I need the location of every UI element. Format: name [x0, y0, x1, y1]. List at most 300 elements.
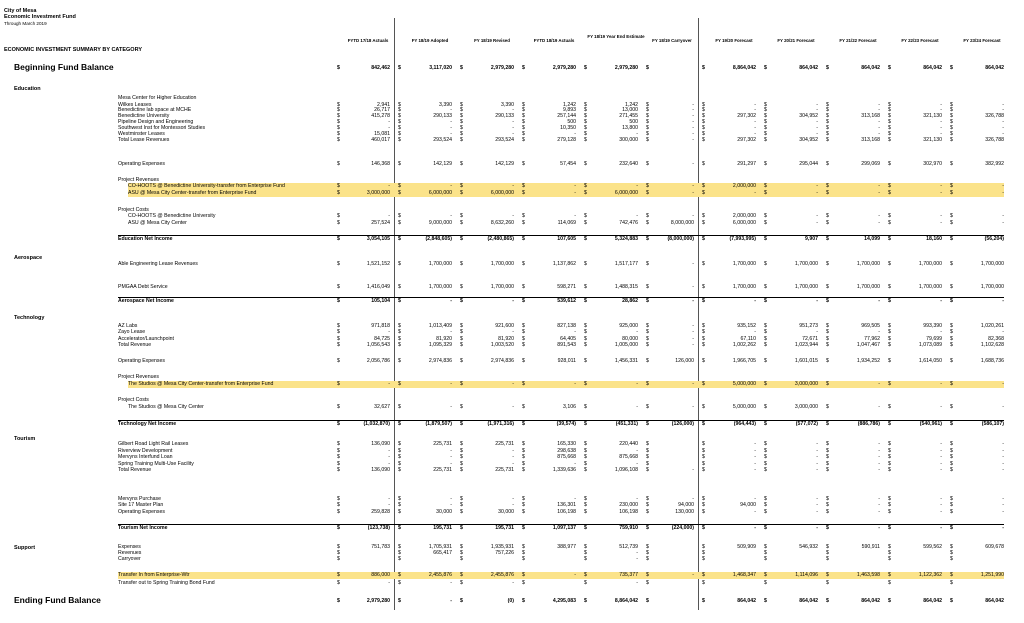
- dollar-sign: $: [460, 461, 463, 467]
- dollar-sign: $: [460, 381, 463, 387]
- dollar-sign: $: [950, 572, 953, 578]
- value-cell: -: [754, 525, 756, 531]
- value-cell: 9,907: [805, 236, 818, 242]
- dollar-sign: $: [888, 441, 891, 447]
- dollar-sign: $: [888, 161, 891, 167]
- value-cell: 293,524: [433, 137, 452, 143]
- value-cell: -: [388, 580, 390, 586]
- dollar-sign: $: [950, 131, 953, 137]
- value-cell: -: [754, 107, 756, 113]
- table-row: [0, 284, 1024, 291]
- value-cell: (39,574): [556, 421, 576, 427]
- dollar-sign: $: [460, 236, 463, 242]
- value-cell: 1,020,261: [980, 323, 1004, 329]
- row-label: Zayo Lease: [118, 329, 146, 335]
- value-cell: (123,738): [367, 525, 390, 531]
- value-cell: -: [450, 448, 452, 454]
- dollar-sign: $: [764, 544, 767, 550]
- dollar-sign: $: [584, 284, 587, 290]
- value-cell: -: [1002, 125, 1004, 131]
- value-cell: 546,932: [799, 544, 818, 550]
- dollar-sign: $: [584, 220, 587, 226]
- value-cell: -: [636, 556, 638, 562]
- value-cell: -: [692, 161, 694, 167]
- dollar-sign: $: [460, 550, 463, 556]
- dollar-sign: $: [950, 298, 953, 304]
- value-cell: 67,110: [740, 336, 756, 342]
- value-cell: -: [1002, 190, 1004, 196]
- dollar-sign: $: [337, 236, 340, 242]
- value-cell: -: [1002, 119, 1004, 125]
- dollar-sign: $: [522, 284, 525, 290]
- dollar-sign: $: [522, 550, 525, 556]
- dollar-sign: $: [646, 113, 649, 119]
- value-cell: 1,456,331: [614, 358, 638, 364]
- dollar-sign: $: [646, 284, 649, 290]
- row-label: The Studios @ Mesa City Center: [128, 404, 204, 410]
- row-label: Mesa Center for Higher Education: [118, 95, 197, 101]
- dollar-sign: $: [337, 113, 340, 119]
- value-cell: -: [878, 525, 880, 531]
- value-cell: 1,700,000: [732, 261, 756, 267]
- value-cell: 3,390: [501, 102, 514, 108]
- dollar-sign: $: [522, 131, 525, 137]
- dollar-sign: $: [460, 448, 463, 454]
- value-cell: 2,979,280: [366, 598, 390, 604]
- value-cell: -: [574, 329, 576, 335]
- dollar-sign: $: [950, 421, 953, 427]
- value-cell: 326,788: [985, 113, 1004, 119]
- dollar-sign: $: [584, 261, 587, 267]
- dollar-sign: $: [460, 119, 463, 125]
- dollar-sign: $: [584, 65, 587, 71]
- value-cell: 13,800: [622, 125, 638, 131]
- table-row: [0, 220, 1024, 227]
- dollar-sign: $: [337, 441, 340, 447]
- row-label: Total Revenue: [118, 467, 152, 473]
- dollar-sign: $: [702, 598, 705, 604]
- dollar-sign: $: [398, 137, 401, 143]
- row-label: Tourism Net Income: [118, 525, 168, 531]
- dollar-sign: $: [950, 544, 953, 550]
- dollar-sign: $: [702, 213, 705, 219]
- dollar-sign: $: [702, 421, 705, 427]
- dollar-sign: $: [646, 236, 649, 242]
- dollar-sign: $: [337, 329, 340, 335]
- value-cell: -: [692, 137, 694, 143]
- value-cell: 28,862: [622, 298, 638, 304]
- dollar-sign: $: [398, 131, 401, 137]
- value-cell: 225,731: [495, 441, 514, 447]
- value-cell: 126,000: [675, 358, 694, 364]
- value-cell: -: [692, 381, 694, 387]
- value-cell: 106,198: [619, 509, 638, 515]
- value-cell: 18,160: [926, 236, 942, 242]
- row-label: Gilbert Road Light Rail Leases: [118, 441, 189, 447]
- table-row: [0, 381, 1024, 388]
- dollar-sign: $: [888, 107, 891, 113]
- row-label: Project Costs: [118, 397, 149, 403]
- dollar-sign: $: [460, 336, 463, 342]
- dollar-sign: $: [460, 342, 463, 348]
- dollar-sign: $: [702, 190, 705, 196]
- value-cell: 969,505: [861, 323, 880, 329]
- column-header: FY 20/21 Forecast: [777, 38, 815, 43]
- value-cell: 271,455: [619, 113, 638, 119]
- value-cell: -: [450, 107, 452, 113]
- dollar-sign: $: [522, 525, 525, 531]
- dollar-sign: $: [337, 496, 340, 502]
- dollar-sign: $: [584, 496, 587, 502]
- value-cell: -: [1002, 404, 1004, 410]
- dollar-sign: $: [522, 509, 525, 515]
- value-cell: -: [816, 467, 818, 473]
- value-cell: 3,000,000: [794, 404, 818, 410]
- dollar-sign: $: [646, 421, 649, 427]
- value-cell: -: [574, 461, 576, 467]
- dollar-sign: $: [584, 329, 587, 335]
- dollar-sign: $: [702, 467, 705, 473]
- value-cell: 539,612: [557, 298, 576, 304]
- value-cell: -: [878, 183, 880, 189]
- value-cell: -: [878, 119, 880, 125]
- value-cell: 81,920: [436, 336, 452, 342]
- dollar-sign: $: [888, 448, 891, 454]
- value-cell: -: [1002, 183, 1004, 189]
- value-cell: 1,934,252: [856, 358, 880, 364]
- dollar-sign: $: [584, 323, 587, 329]
- value-cell: 886,000: [371, 572, 390, 578]
- dollar-sign: $: [826, 580, 829, 586]
- value-cell: 864,042: [799, 598, 818, 604]
- table-row: [0, 454, 1024, 461]
- table-row: [0, 397, 1024, 404]
- dollar-sign: $: [826, 323, 829, 329]
- dollar-sign: $: [950, 598, 953, 604]
- value-cell: -: [878, 381, 880, 387]
- dollar-sign: $: [337, 502, 340, 508]
- value-cell: 864,042: [985, 65, 1004, 71]
- dollar-sign: $: [888, 125, 891, 131]
- dollar-sign: $: [398, 441, 401, 447]
- value-cell: 2,000,000: [732, 213, 756, 219]
- dollar-sign: $: [337, 107, 340, 113]
- dollar-sign: $: [702, 323, 705, 329]
- dollar-sign: $: [950, 580, 953, 586]
- value-cell: -: [574, 496, 576, 502]
- dollar-sign: $: [950, 336, 953, 342]
- value-cell: -: [816, 454, 818, 460]
- row-label: Project Revenues: [118, 374, 159, 380]
- ending-fund-balance-row: [0, 598, 1024, 605]
- dollar-sign: $: [522, 107, 525, 113]
- dollar-sign: $: [826, 544, 829, 550]
- value-cell: 105,104: [371, 298, 390, 304]
- value-cell: -: [692, 213, 694, 219]
- value-cell: (2,848,605): [425, 236, 452, 242]
- dollar-sign: $: [950, 525, 953, 531]
- value-cell: -: [692, 329, 694, 335]
- dollar-sign: $: [522, 556, 525, 562]
- dollar-sign: $: [584, 213, 587, 219]
- value-cell: 1,416,049: [366, 284, 390, 290]
- dollar-sign: $: [950, 329, 953, 335]
- dollar-sign: $: [398, 236, 401, 242]
- value-cell: -: [940, 119, 942, 125]
- dollar-sign: $: [584, 544, 587, 550]
- dollar-sign: $: [584, 131, 587, 137]
- value-cell: -: [878, 502, 880, 508]
- value-cell: -: [636, 461, 638, 467]
- column-header: FY 18/19 Revised: [474, 38, 510, 43]
- value-cell: -: [692, 336, 694, 342]
- value-cell: 590,911: [861, 544, 880, 550]
- value-cell: 72,671: [802, 336, 818, 342]
- value-cell: -: [512, 381, 514, 387]
- value-cell: -: [692, 572, 694, 578]
- value-cell: -: [878, 190, 880, 196]
- dollar-sign: $: [584, 502, 587, 508]
- value-cell: 300,000: [619, 137, 638, 143]
- dollar-sign: $: [826, 261, 829, 267]
- dollar-sign: $: [584, 102, 587, 108]
- value-cell: 759,910: [619, 525, 638, 531]
- dollar-sign: $: [584, 342, 587, 348]
- value-cell: 195,731: [433, 525, 452, 531]
- dollar-sign: $: [337, 598, 340, 604]
- row-label: CO-HOOTS @ Benedictine University-transfer from Enterprise Fund: [128, 183, 285, 189]
- value-cell: 2,979,280: [490, 65, 514, 71]
- value-cell: 114,069: [557, 220, 576, 226]
- dollar-sign: $: [337, 102, 340, 108]
- dollar-sign: $: [460, 404, 463, 410]
- value-cell: 2,455,876: [428, 572, 452, 578]
- value-cell: 1,114,096: [795, 572, 818, 578]
- org-name: City of Mesa: [4, 8, 37, 14]
- dollar-sign: $: [584, 572, 587, 578]
- dollar-sign: $: [826, 213, 829, 219]
- value-cell: -: [450, 119, 452, 125]
- dollar-sign: $: [950, 502, 953, 508]
- value-cell: (0): [507, 598, 514, 604]
- value-cell: 1,056,543: [366, 342, 390, 348]
- value-cell: 3,000,000: [366, 190, 390, 196]
- value-cell: -: [754, 454, 756, 460]
- table-row: [0, 95, 1024, 102]
- value-cell: 15,081: [374, 131, 390, 137]
- dollar-sign: $: [646, 461, 649, 467]
- row-label: Expenses: [118, 544, 141, 550]
- column-header: FY 23/24 Forecast: [963, 38, 1001, 43]
- dollar-sign: $: [702, 572, 705, 578]
- value-cell: -: [636, 580, 638, 586]
- value-cell: -: [1002, 454, 1004, 460]
- dollar-sign: $: [337, 580, 340, 586]
- value-cell: -: [512, 119, 514, 125]
- value-cell: 1,096,108: [614, 467, 638, 473]
- dollar-sign: $: [764, 284, 767, 290]
- value-cell: -: [692, 298, 694, 304]
- value-cell: 1,488,315: [614, 284, 638, 290]
- dollar-sign: $: [337, 342, 340, 348]
- value-cell: -: [878, 509, 880, 515]
- row-label: Pipeline Design and Engineering: [118, 119, 194, 125]
- dollar-sign: $: [702, 261, 705, 267]
- dollar-sign: $: [764, 213, 767, 219]
- dollar-sign: $: [702, 404, 705, 410]
- dollar-sign: $: [764, 461, 767, 467]
- dollar-sign: $: [764, 323, 767, 329]
- dollar-sign: $: [584, 119, 587, 125]
- value-cell: -: [1002, 298, 1004, 304]
- value-cell: 1,242: [625, 102, 638, 108]
- value-cell: 297,302: [737, 137, 756, 143]
- value-cell: -: [388, 461, 390, 467]
- value-cell: 82,368: [988, 336, 1004, 342]
- dollar-sign: $: [826, 190, 829, 196]
- dollar-sign: $: [398, 183, 401, 189]
- dollar-sign: $: [522, 236, 525, 242]
- value-cell: 326,788: [985, 137, 1004, 143]
- value-cell: 921,600: [495, 323, 514, 329]
- column-header: FYTD 18/19 Actuals: [533, 38, 575, 43]
- dollar-sign: $: [522, 598, 525, 604]
- beginning-fund-balance-label: Beginning Fund Balance: [14, 62, 114, 72]
- dollar-sign: $: [460, 441, 463, 447]
- value-cell: 864,042: [923, 598, 942, 604]
- dollar-sign: $: [764, 598, 767, 604]
- dollar-sign: $: [646, 358, 649, 364]
- dollar-sign: $: [646, 448, 649, 454]
- dollar-sign: $: [646, 525, 649, 531]
- dollar-sign: $: [398, 467, 401, 473]
- value-cell: -: [450, 329, 452, 335]
- value-cell: 32,627: [374, 404, 390, 410]
- row-label: Revenues: [118, 550, 142, 556]
- dollar-sign: $: [764, 509, 767, 515]
- value-cell: 935,152: [737, 323, 756, 329]
- dollar-sign: $: [888, 323, 891, 329]
- dollar-sign: $: [460, 580, 463, 586]
- dollar-sign: $: [337, 183, 340, 189]
- value-cell: 1,700,000: [918, 261, 942, 267]
- value-cell: 6,000,000: [490, 190, 514, 196]
- dollar-sign: $: [522, 544, 525, 550]
- value-cell: 971,818: [371, 323, 390, 329]
- dollar-sign: $: [522, 213, 525, 219]
- value-cell: -: [754, 125, 756, 131]
- dollar-sign: $: [584, 421, 587, 427]
- value-cell: 259,828: [371, 509, 390, 515]
- value-cell: -: [816, 448, 818, 454]
- dollar-sign: $: [337, 572, 340, 578]
- row-label: Operating Expenses: [118, 509, 166, 515]
- dollar-sign: $: [522, 502, 525, 508]
- value-cell: 1,005,000: [614, 342, 638, 348]
- dollar-sign: $: [702, 544, 705, 550]
- value-cell: (964,443): [733, 421, 756, 427]
- dollar-sign: $: [888, 461, 891, 467]
- dollar-sign: $: [646, 550, 649, 556]
- value-cell: 26,717: [374, 107, 390, 113]
- value-cell: 295,044: [799, 161, 818, 167]
- dollar-sign: $: [888, 580, 891, 586]
- dollar-sign: $: [702, 236, 705, 242]
- beginning-fund-balance-row: [0, 65, 1024, 72]
- value-cell: 230,000: [619, 502, 638, 508]
- value-cell: -: [940, 213, 942, 219]
- dollar-sign: $: [646, 502, 649, 508]
- value-cell: (451,331): [615, 421, 638, 427]
- dollar-sign: $: [460, 102, 463, 108]
- value-cell: 81,920: [498, 336, 514, 342]
- value-cell: 290,133: [433, 113, 452, 119]
- value-cell: 925,000: [619, 323, 638, 329]
- value-cell: -: [388, 454, 390, 460]
- value-cell: -: [512, 454, 514, 460]
- value-cell: -: [636, 183, 638, 189]
- dollar-sign: $: [702, 509, 705, 515]
- value-cell: -: [754, 119, 756, 125]
- dollar-sign: $: [398, 448, 401, 454]
- value-cell: -: [940, 131, 942, 137]
- row-label: Site 17 Master Plan: [118, 502, 164, 508]
- value-cell: -: [388, 329, 390, 335]
- dollar-sign: $: [522, 448, 525, 454]
- dollar-sign: $: [522, 381, 525, 387]
- dollar-sign: $: [826, 421, 829, 427]
- table-row: [0, 502, 1024, 509]
- dollar-sign: $: [522, 65, 525, 71]
- fund-name: Economic Investment Fund: [4, 14, 76, 20]
- value-cell: (586,107): [981, 421, 1004, 427]
- dollar-sign: $: [584, 358, 587, 364]
- dollar-sign: $: [337, 323, 340, 329]
- dollar-sign: $: [398, 190, 401, 196]
- dollar-sign: $: [950, 461, 953, 467]
- dollar-sign: $: [584, 454, 587, 460]
- dollar-sign: $: [460, 525, 463, 531]
- dollar-sign: $: [702, 336, 705, 342]
- row-label: Southwest Inst for Montessori Studies: [118, 125, 206, 131]
- value-cell: -: [940, 404, 942, 410]
- value-cell: -: [878, 441, 880, 447]
- dollar-sign: $: [646, 572, 649, 578]
- dollar-sign: $: [584, 336, 587, 342]
- table-row: [0, 329, 1024, 336]
- value-cell: (224,000): [671, 525, 694, 531]
- dollar-sign: $: [522, 183, 525, 189]
- report-period: Through March 2019: [4, 21, 47, 26]
- value-cell: -: [878, 461, 880, 467]
- dollar-sign: $: [398, 284, 401, 290]
- value-cell: 1,966,705: [732, 358, 756, 364]
- value-cell: -: [816, 220, 818, 226]
- value-cell: 195,731: [495, 525, 514, 531]
- dollar-sign: $: [888, 131, 891, 137]
- value-cell: 257,144: [557, 113, 576, 119]
- value-cell: -: [512, 496, 514, 502]
- value-cell: -: [692, 467, 694, 473]
- dollar-sign: $: [702, 502, 705, 508]
- value-cell: 4,295,083: [552, 598, 576, 604]
- table-row: [0, 342, 1024, 349]
- dollar-sign: $: [584, 190, 587, 196]
- value-cell: 1,614,050: [918, 358, 942, 364]
- dollar-sign: $: [460, 131, 463, 137]
- value-cell: -: [450, 404, 452, 410]
- value-cell: 304,952: [799, 137, 818, 143]
